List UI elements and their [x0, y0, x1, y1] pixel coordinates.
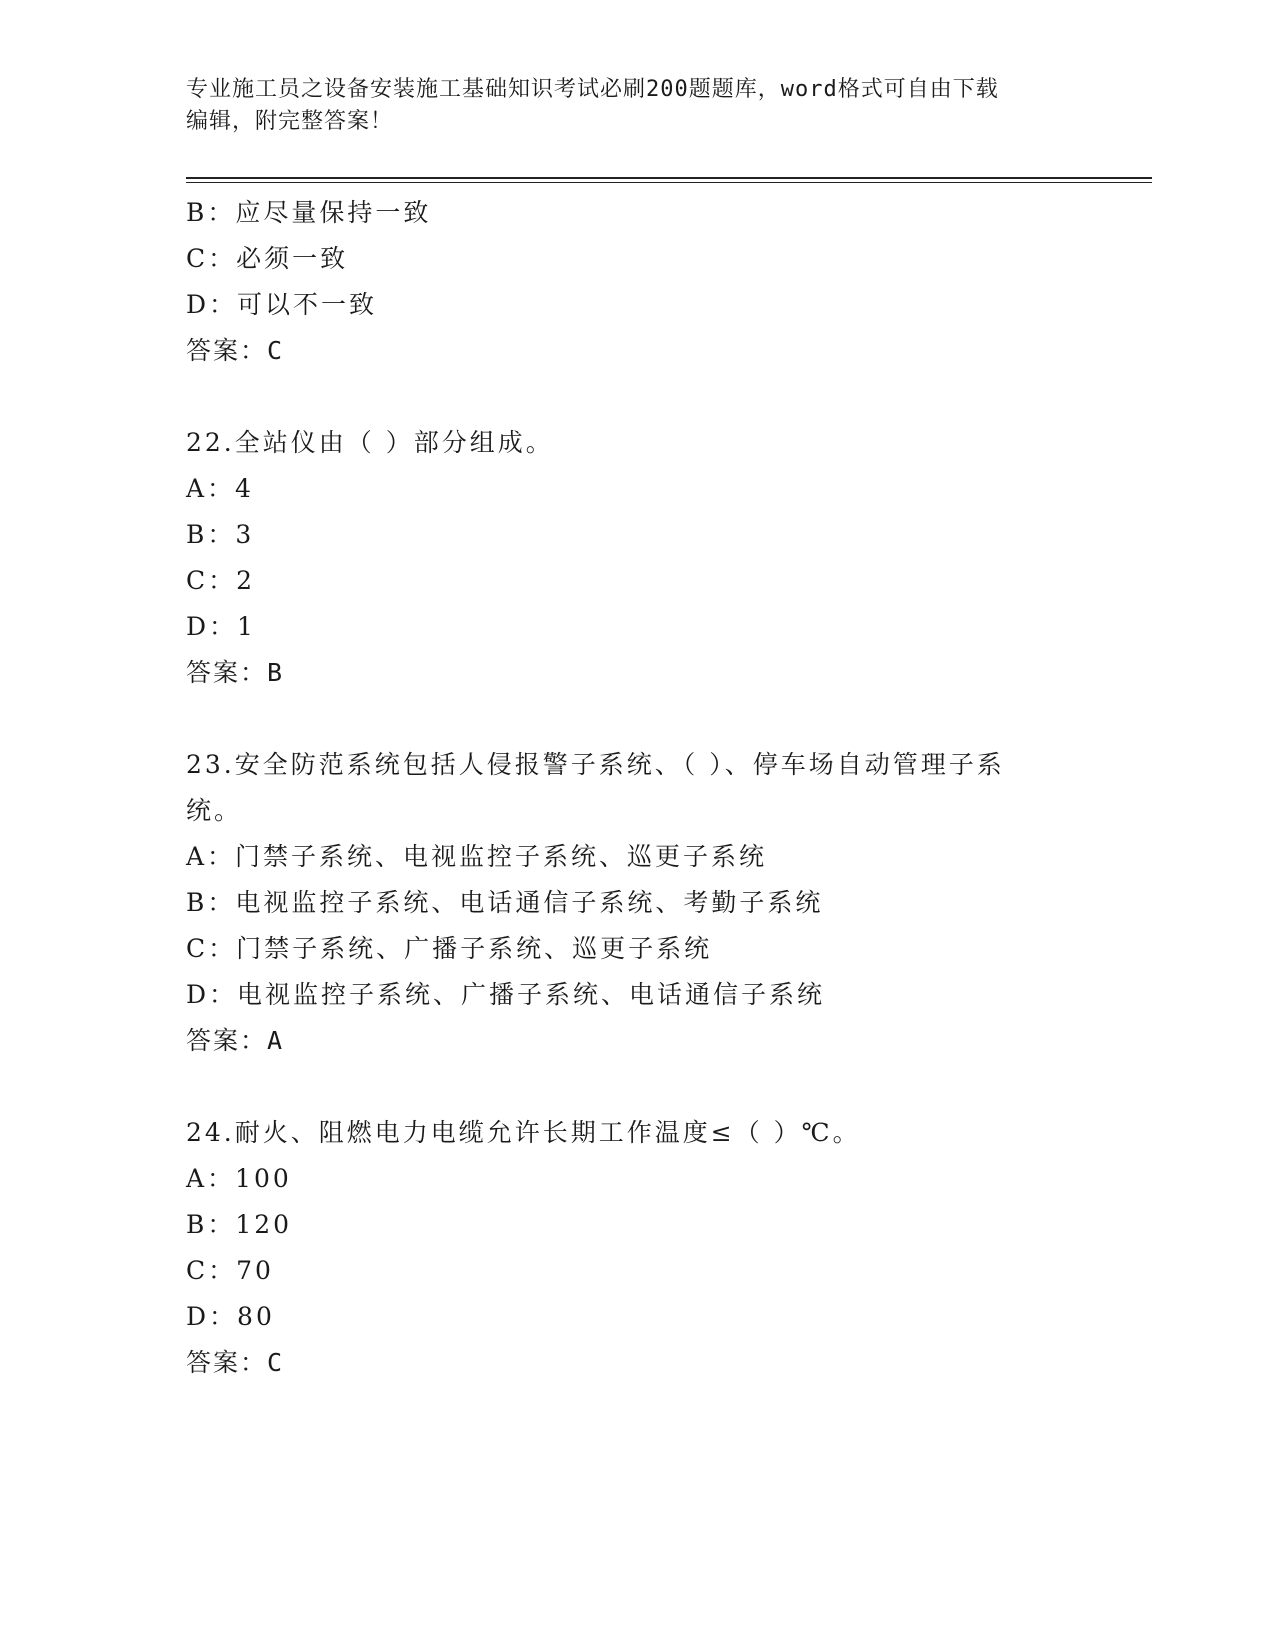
option-c: C：必须一致: [186, 244, 349, 273]
option-d: D：1: [186, 612, 256, 641]
option-b: B：应尽量保持一致: [186, 198, 432, 227]
option-b: B：120: [186, 1210, 293, 1239]
question-23: [186, 742, 1066, 1064]
option-a: A：门禁子系统、电视监控子系统、巡更子系统: [186, 842, 768, 871]
option-b: B：电视监控子系统、电话通信子系统、考勤子系统: [186, 888, 824, 917]
option-b: B：3: [186, 520, 255, 549]
option-a: A：4: [186, 474, 254, 503]
spacer: [186, 374, 1066, 420]
answer-label: 答案：A: [186, 1026, 285, 1055]
header-title-line-1: 专业施工员之设备安装施工基础知识考试必刷200题题库，word格式可自由下载: [186, 77, 999, 102]
option-d: D：80: [186, 1302, 275, 1331]
option-d: D：可以不一致: [186, 290, 378, 319]
question-22: [186, 420, 1066, 696]
question-text-line-1: 23.安全防范系统包括人侵报警子系统、（ ）、停车场自动管理子系: [186, 750, 1005, 779]
question-21-tail: [186, 190, 1066, 374]
question-text: 22.全站仪由（ ）部分组成。: [186, 428, 554, 457]
document-header: [186, 74, 1066, 138]
question-list: [186, 190, 1066, 1386]
question-text-line-2: 统。: [186, 796, 243, 825]
question-24: [186, 1110, 1066, 1386]
answer-label: 答案：C: [186, 1348, 285, 1377]
header-divider-thin: [186, 182, 1152, 183]
option-c: C：2: [186, 566, 256, 595]
spacer: [186, 1064, 1066, 1110]
option-c: C：门禁子系统、广播子系统、巡更子系统: [186, 934, 713, 963]
option-d: D：电视监控子系统、广播子系统、电话通信子系统: [186, 980, 826, 1009]
header-divider-thick: [186, 177, 1152, 179]
spacer: [186, 696, 1066, 742]
header-title-line-2: 编辑，附完整答案！: [186, 109, 394, 134]
answer-label: 答案：B: [186, 658, 285, 687]
option-c: C：70: [186, 1256, 274, 1285]
answer-label: 答案：C: [186, 336, 285, 365]
option-a: A：100: [186, 1164, 292, 1193]
question-text: 24.耐火、阻燃电力电缆允许长期工作温度≤（ ）℃。: [186, 1118, 861, 1147]
